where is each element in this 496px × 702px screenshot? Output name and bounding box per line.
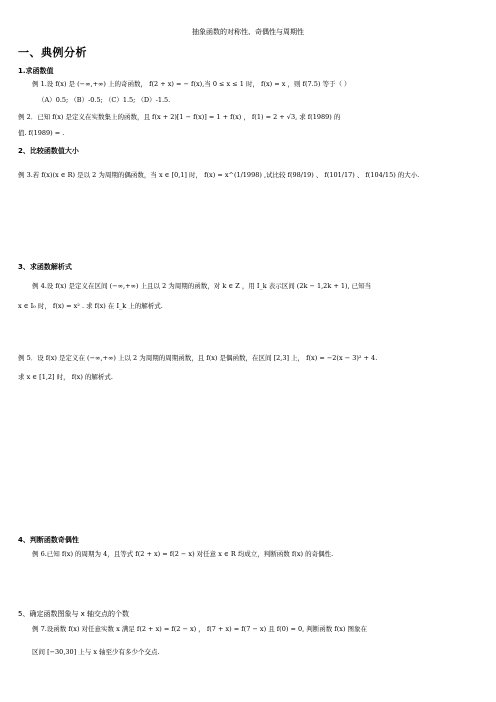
- example-1-options: （A）0.5; （B）-0.5; （C）1.5; （D）-1.5.: [38, 96, 171, 104]
- example-4-line-2: x ∈ I₀ 时， f(x) = x² . 求 f(x) 在 I_k 上的解析式.: [18, 302, 163, 310]
- example-1-statement: 例 1.设 f(x) 是 (−∞,+∞) 上的奇函数， f(2 + x) = − f(x),当 0 ≤ x ≤ 1 时， f(x) = x ，则 f(7.5) 等于（ ）: [32, 80, 351, 88]
- example-7-line-1: 例 7.设函数 f(x) 对任意实数 x 满足 f(2 + x) = f(2 − x) ， f(7 + x) = f(7 − x) 且 f(0) = 0, 判断函数 f(x) 图象在: [32, 625, 367, 633]
- section-heading: 一、典例分析: [18, 46, 87, 59]
- heading-count-intersections: 5、确定函数图象与 x 轴交点的个数: [18, 610, 130, 618]
- heading-find-function-value: 1.求函数值: [18, 67, 54, 75]
- example-2-line-2: 值. f(1989) = .: [18, 129, 65, 137]
- heading-determine-parity: 4、判断函数奇偶性: [18, 536, 79, 544]
- example-7-line-2: 区间 [−30,30] 上与 x 轴至少有多少个交点.: [32, 648, 160, 656]
- example-4-line-1: 例 4.设 f(x) 是定义在区间 (−∞,+∞) 上且以 2 为周期的函数，对 k ∈ Z ，用 I_k 表示区间 (2k − 1,2k + 1), 已知当: [32, 282, 372, 290]
- example-5-line-1: 例 5．设 f(x) 是定义在 (−∞,+∞) 上以 2 为周期的周期函数，且 f(x) 是偶函数，在区间 [2,3] 上， f(x) = −2(x − 3)² + 4.: [18, 354, 378, 362]
- example-6-statement: 例 6.已知 f(x) 的周期为 4，且等式 f(2 + x) = f(2 − x) 对任意 x ∈ R 均成立，判断函数 f(x) 的奇偶性.: [32, 550, 334, 558]
- document-title: 抽象函数的对称性、奇偶性与周期性: [192, 28, 304, 36]
- example-5-line-2: 求 x ∈ [1,2] 时， f(x) 的解析式.: [18, 373, 113, 381]
- heading-compare-values: 2、比较函数值大小: [18, 147, 79, 155]
- example-3-statement: 例 3.若 f(x)(x ∈ R) 是以 2 为周期的偶函数，当 x ∈ [0,1] 时， f(x) = x^(1/1998) ,试比较 f(98/19) 、 f(101/17) 、 f(104/15) 的大小.: [18, 171, 420, 179]
- heading-find-expression: 3、求函数解析式: [18, 263, 72, 271]
- example-2-line-1: 例 2．已知 f(x) 是定义在实数集上的函数，且 f(x + 2)[1 − f(x)] = 1 + f(x) ， f(1) = 2 + √3, 求 f(1989) 的: [18, 113, 341, 121]
